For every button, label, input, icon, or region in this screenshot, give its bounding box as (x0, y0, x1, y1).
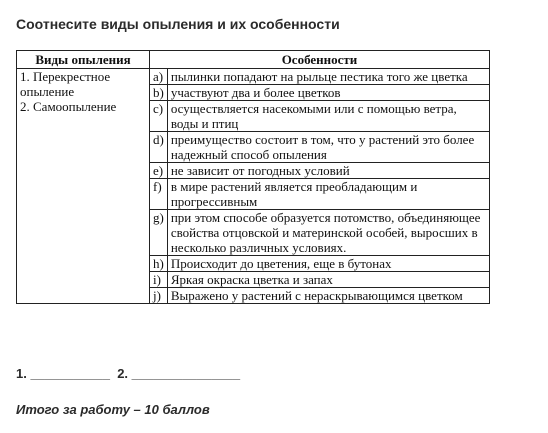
row-letter: f) (150, 179, 168, 210)
row-letter: b) (150, 85, 168, 101)
row-feature: в мире растений является преобладающим и прогрессивным (167, 179, 489, 210)
row-feature: осуществляется насекомыми или с помощью ветра, воды и птиц (167, 101, 489, 132)
header-features: Особенности (150, 51, 490, 69)
row-letter: j) (150, 288, 168, 304)
row-letter: d) (150, 132, 168, 163)
type-item: 1. Перекрестное опыление (20, 69, 111, 99)
total-score: Итого за работу – 10 баллов (16, 402, 210, 417)
row-feature: пылинки попадают на рыльце пестика того же цветка (167, 69, 489, 85)
type-item: 2. Самоопыление (20, 99, 117, 114)
answer-line: 1. ___________ 2. _______________ (16, 366, 241, 381)
table-row (17, 69, 490, 85)
row-feature: преимущество состоит в том, что у растений это более надежный способ опыления (167, 132, 489, 163)
row-feature: Происходит до цветения, еще в бутонах (167, 256, 489, 272)
header-types: Виды опыления (17, 51, 150, 69)
row-letter: i) (150, 272, 168, 288)
row-letter: e) (150, 163, 168, 179)
row-feature: участвуют два и более цветков (167, 85, 489, 101)
types-cell (17, 69, 150, 304)
row-feature: не зависит от погодных условий (167, 163, 489, 179)
task-title: Соотнесите виды опыления и их особенности (16, 16, 340, 32)
table-header-row (17, 51, 490, 69)
row-letter: h) (150, 256, 168, 272)
row-letter: g) (150, 210, 168, 256)
row-feature: при этом способе образуется потомство, объединяющее свойства отцовской и материнской особей, выросших в несколько различных условиях. (167, 210, 489, 256)
pollination-table (16, 50, 490, 304)
row-feature: Выражено у растений с нераскрывающимся цветком (167, 288, 489, 304)
row-feature: Яркая окраска цветка и запах (167, 272, 489, 288)
row-letter: a) (150, 69, 168, 85)
row-letter: c) (150, 101, 168, 132)
